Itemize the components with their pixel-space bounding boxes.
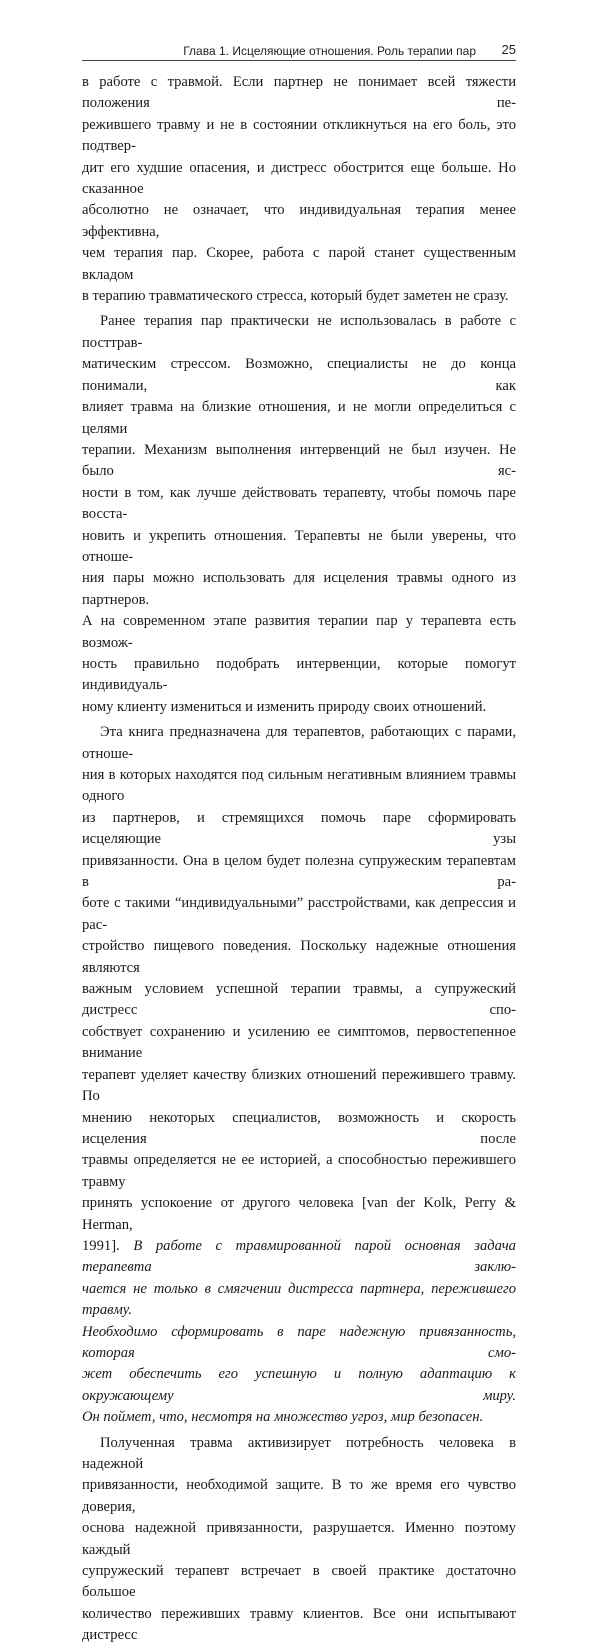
paragraph-4 — [82, 1433, 516, 1647]
paragraph-2 — [82, 311, 516, 718]
text-line: А на современном этапе развития терапии пар у терапевта есть возмож- — [82, 613, 516, 651]
text-line: абсолютно не означает, что индивидуальная терапия менее эффективна, — [82, 202, 516, 240]
text-line: дит его худшие опасения, и дистресс обострится еще больше. Но сказанное — [82, 159, 516, 198]
text-line: стройство пищевого поведения. Поскольку надежные отношения являются — [82, 938, 516, 976]
text-line: из партнеров, и стремящихся помочь паре сформировать исцеляющие узы — [82, 809, 516, 848]
italic-text-line: чается не только в смягчении дистресса партнера, пережившего травму. — [82, 1280, 516, 1319]
page-number: 25 — [501, 42, 516, 57]
text-line: Полученная травма активизирует потребность человека в надежной — [82, 1434, 516, 1472]
text-line: ному клиенту измениться и изменить природу своих отношений. — [82, 698, 487, 715]
italic-text-line: Необходимо сформировать в паре надежную привязанность, которая смо- — [82, 1323, 516, 1361]
text-line: травмы определяется не ее историей, а способностью пережившего травму — [82, 1152, 516, 1190]
text-line: новить и укрепить отношения. Терапевты не были уверены, что отноше- — [82, 527, 516, 565]
text-line: Ранее терапия пар практически не использовалась в работе с посттрав- — [82, 313, 516, 351]
italic-text-line: жет обеспечить его успешную и полную адаптацию к окружающему миру. — [82, 1366, 516, 1404]
text-line: в терапию травматического стресса, который будет заметен не сразу. — [82, 288, 509, 305]
text-line: ности в том, как лучше действовать терапевту, чтобы помочь паре восста- — [82, 484, 516, 523]
text-line: терапевт уделяет качеству близких отношений пережившего травму. По — [82, 1066, 516, 1105]
text-line: ность правильно подобрать интервенции, которые помогут индивидуаль- — [82, 655, 516, 694]
text-line: влияет травма на близкие отношения, и не могли определиться с целями — [82, 399, 516, 437]
italic-text-line: Он поймет, что, несмотря на множество угроз, мир безопасен. — [82, 1409, 484, 1426]
paragraph-1 — [82, 72, 516, 307]
text-line: ния в которых находятся под сильным негативным влиянием травмы одного — [82, 767, 516, 805]
running-title: Глава 1. Исцеляющие отношения. Роль терапии пар — [183, 44, 476, 58]
header-rule — [82, 60, 516, 61]
text-line: Эта книга предназначена для терапевтов, работающих с парами, отноше- — [82, 724, 516, 762]
text-line: супружеский терапевт встречает в своей практике достаточно большое — [82, 1563, 516, 1601]
text-line: боте с такими “индивидуальными” расстройствами, как депрессия и рас- — [82, 895, 516, 933]
page-header — [82, 40, 516, 64]
text-line: привязанности. Она в целом будет полезна супружеским терапевтам в ра- — [82, 852, 516, 891]
text-line: важным условием успешной терапии травмы, а супружеский дистресс спо- — [82, 981, 516, 1019]
text-line: мнению некоторых специалистов, возможность и скорость исцеления после — [82, 1109, 516, 1147]
text-line: чем терапия пар. Скорее, работа с парой станет существенным вкладом — [82, 245, 516, 283]
text-line: количество переживших травму клиентов. Все они испытывают дистресс — [82, 1605, 516, 1644]
text-line-mixed — [82, 1236, 516, 1279]
text-line: режившего травму и не в состоянии откликнуться на его боль, это подтвер- — [82, 116, 516, 155]
italic-text: В работе с травмированной парой основная задача терапевта заклю- — [82, 1237, 516, 1276]
text-line: терапии. Механизм выполнения интервенций не был изучен. Не было яс- — [82, 441, 516, 480]
text-line: матическим стрессом. Возможно, специалисты не до конца понимали, как — [82, 356, 516, 394]
text-line: привязанности, необходимой защите. В то же время его чувство доверия, — [82, 1477, 516, 1515]
citation-year: 1991]. — [82, 1237, 120, 1254]
paragraph-3 — [82, 722, 516, 1428]
page-body — [82, 72, 516, 1647]
text-line: ния пары можно использовать для исцеления травмы одного из партнеров. — [82, 570, 516, 608]
text-line: в работе с травмой. Если партнер не понимает всей тяжести положения пе- — [82, 74, 516, 112]
text-line: основа надежной привязанности, разрушается. Именно поэтому каждый — [82, 1520, 516, 1558]
text-line: принять успокоение от другого человека [van der Kolk, Perry & Herman, — [82, 1195, 516, 1233]
text-line: собствует сохранению и усилению ее симптомов, первостепенное внимание — [82, 1023, 516, 1062]
